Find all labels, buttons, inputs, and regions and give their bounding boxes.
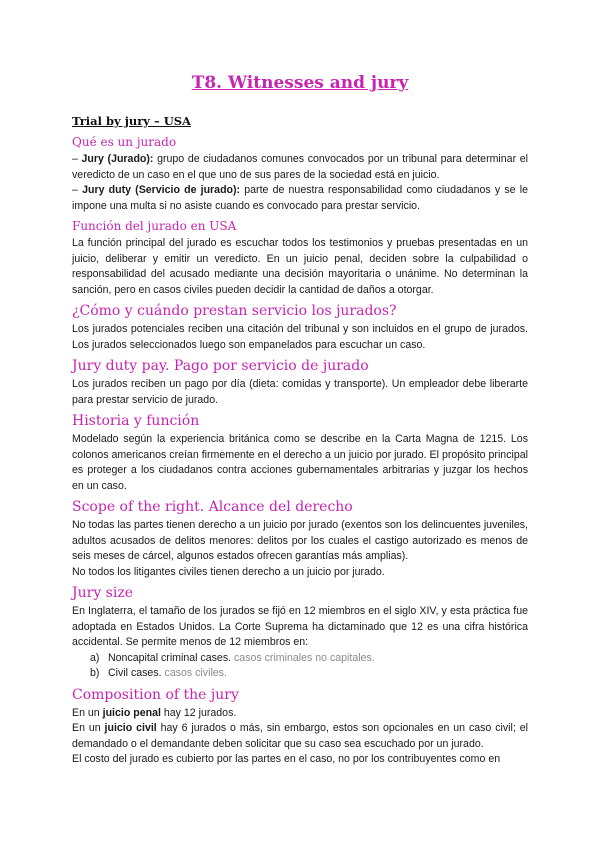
section-heading: ¿Cómo y cuándo prestan servicio los jurados? xyxy=(72,303,397,319)
section-heading: Jury duty pay. Pago por servicio de jurado xyxy=(72,358,369,374)
definition-jury: – Jury (Jurado): grupo de ciudadanos comunes convocados por un tribunal para determinar el veredicto de un caso en el que uno de sus pares de la sociedad está en juicio. xyxy=(72,153,528,181)
paragraph: La función principal del jurado es escuchar todos los testimonios y pruebas presentadas en un juicio, deliberar y emitir un veredicto. En un juicio penal, deciden sobre la culpabilidad o responsabilidad del acusado mediante una decisión mayoritaria o unánime. No determinan la sanción, pero en casos civiles pueden decidir la cantidad de daños a otorgar. xyxy=(72,237,528,296)
section-que-es-un-jurado xyxy=(72,134,528,214)
paragraph: En un juicio penal hay 12 jurados. xyxy=(72,706,237,719)
paragraph: No todos los litigantes civiles tienen derecho a un juicio por jurado. xyxy=(72,565,385,578)
section-historia-y-funcion xyxy=(72,412,528,494)
paragraph: Los jurados reciben un pago por día (dieta: comidas y transporte). Un empleador debe liberarte para prestar servicio de jurado. xyxy=(72,378,528,406)
section-como-prestan-servicio xyxy=(72,302,528,353)
paragraph: Modelado según la experiencia británica como se describe en la Carta Magna de 1215. Los colonos americanos creían firmemente en el derecho a un juicio por jurado. El propósito principal es proteger a los ciudadanos contra acciones gubernamentales arbitrarias y juzgar los hechos en un caso. xyxy=(72,433,528,492)
section-heading: Historia y función xyxy=(72,413,200,429)
paragraph: En un juicio civil hay 6 jurados o más, sin embargo, estos son opcionales en un caso civil; el demandado o el demandante deben solicitar que su caso sea escuchado por un jurado. xyxy=(72,722,528,750)
document-title: T8. Witnesses and jury xyxy=(191,73,409,93)
section-composition-of-the-jury xyxy=(72,686,528,768)
list-item: a) Noncapital criminal cases. casos criminales no capitales. xyxy=(72,651,528,667)
case-list xyxy=(72,651,528,682)
paragraph: El costo del jurado es cubierto por las partes en el caso, no por los contribuyentes como en xyxy=(72,753,501,765)
paragraph: No todas las partes tienen derecho a un juicio por jurado (exentos son los delincuentes juveniles, adultos acusados de delitos menores: delitos por los cuales el castigo autorizado es menos de seis meses de cárcel, algunos estados ofrecen garantías más amplias). xyxy=(72,519,528,562)
translation-note: casos criminales no capitales. xyxy=(231,651,375,664)
list-marker: b) xyxy=(90,667,100,679)
section-jury-size xyxy=(72,584,528,682)
list-item: b) Civil cases. casos civiles. xyxy=(72,666,528,682)
section-funcion-del-jurado xyxy=(72,218,528,298)
section-scope-of-the-right xyxy=(72,498,528,580)
section-heading: Qué es un jurado xyxy=(72,135,177,149)
section-heading: Composition of the jury xyxy=(72,686,239,703)
paragraph: En Inglaterra, el tamaño de los jurados se fijó en 12 miembros en el siglo XIV, y esta práctica fue adoptada en Estados Unidos. La Corte Suprema ha dictaminado que 12 es una cifra histórica accidental. Se permite menos de 12 miembros en: xyxy=(72,605,528,648)
paragraph: Los jurados potenciales reciben una citación del tribunal y son incluidos en el grupo de jurados. Los jurados seleccionados luego son empanelados para escuchar un caso. xyxy=(72,323,528,351)
section-jury-duty-pay xyxy=(72,357,528,408)
section-heading: Jury size xyxy=(72,585,134,601)
list-marker: a) xyxy=(90,651,100,664)
section-heading: Scope of the right. Alcance del derecho xyxy=(72,499,353,515)
section-heading: Función del jurado en USA xyxy=(72,219,237,233)
translation-note: casos civiles. xyxy=(161,667,227,679)
document-subtitle: Trial by jury – USA xyxy=(72,114,191,128)
definition-jury-duty: – Jury duty (Servicio de jurado): parte de nuestra responsabilidad como ciudadanos y se le impone una multa si no asiste cuando es convocado para prestar servicio. xyxy=(72,184,528,212)
